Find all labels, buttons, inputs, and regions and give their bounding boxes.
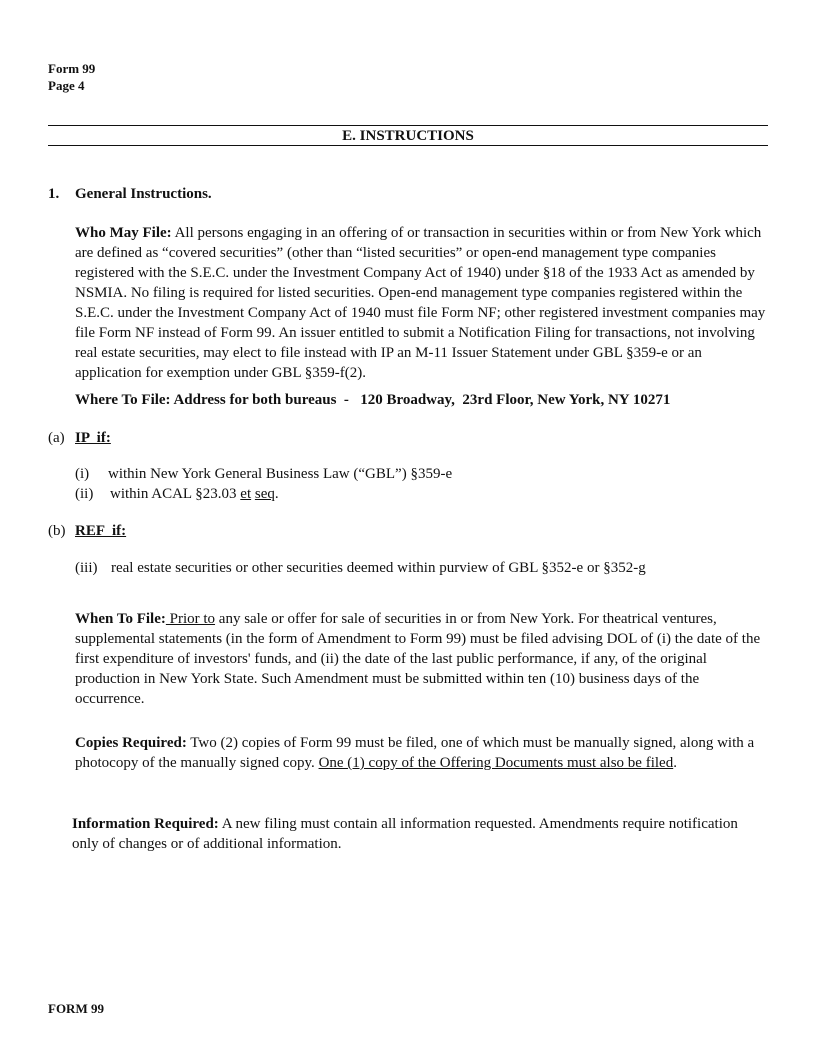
- information-required-paragraph: [72, 814, 752, 854]
- copies-required-paragraph: [75, 733, 767, 773]
- general-number: 1.: [48, 186, 60, 202]
- bottom-rule: [48, 145, 768, 146]
- et-text: et: [240, 486, 252, 502]
- who-may-file-label: Who May File:: [75, 225, 172, 241]
- ip-item-2-post: .: [274, 486, 279, 502]
- form-label: Form 99: [48, 61, 96, 76]
- ip-marker: (a): [48, 430, 65, 446]
- ip-item-1-text: within New York General Business Law (“GBL”) §359-e: [108, 466, 453, 482]
- top-rule: [48, 125, 768, 126]
- ip-item-2-pre: within ACAL §23.03: [110, 486, 241, 502]
- ref-item-text: real estate securities or other securities deemed within purview of GBL §352-e or §352-g: [111, 560, 646, 576]
- where-to-file-label: Where To File: Address for both bureaus -: [75, 392, 349, 408]
- when-to-file-label: When To File:: [75, 611, 166, 627]
- section-title: E. INSTRUCTIONS: [342, 128, 474, 144]
- when-to-file-text: any sale or offer for sale of securities in or from New York. For theatrical ventures, supplemental statements (in the form of Amendment to Form 99) must be filed advising DOL of (i) the date of the first expenditure of investors' funds, and (ii) the date of the last public performance, if any, of the original production in New York State. Such Amendment must be submitted within ten (10) business days of the occurrence.: [75, 611, 761, 707]
- information-required-label: Information Required:: [72, 816, 219, 832]
- ip-item-2-num: (ii): [75, 486, 94, 502]
- who-may-file-text: All persons engaging in an offering of or transaction in securities within or from New York which are defined as “covered securities” (other than “listed securities” or open-end management type companies registered with the S.E.C. under the Investment Company Act of 1940) under §18 of the 1933 Act as amended by NSMIA. No filing is required for listed securities. Open-end management type companies registered within the S.E.C. under the Investment Company Act of 1940 must file Form NF; other registered investment companies may file Form NF instead of Form 99. An issuer entitled to submit a Notification Filing for transactions, not involving real estate securities, may elect to file instead with IP an M-11 Issuer Statement under GBL §359-e or an application for exemption under GBL §359-f(2).: [75, 225, 766, 381]
- ip-label: IP if:: [75, 430, 111, 446]
- copies-required-underlined: One (1) copy of the Offering Documents must also be filed: [318, 755, 674, 771]
- when-to-file-paragraph: [75, 609, 767, 709]
- ref-marker: (b): [48, 523, 66, 539]
- general-title: General Instructions.: [75, 186, 212, 202]
- copies-required-label: Copies Required:: [75, 735, 187, 751]
- copies-required-text: Two (2) copies of Form 99 must be filed, one of which must be manually signed, along with a photocopy of the manually signed copy.: [75, 735, 755, 771]
- where-to-file-address: 120 Broadway, 23rd Floor, New York, NY 10271: [360, 392, 671, 408]
- copies-required-end: .: [673, 755, 677, 771]
- ref-label: REF if:: [75, 523, 127, 539]
- ref-item-num: (iii): [75, 560, 98, 576]
- who-may-file-paragraph: [75, 223, 767, 383]
- information-required-text: A new filing must contain all information requested. Amendments require notification only of changes or of additional information.: [72, 816, 738, 852]
- page-label: Page 4: [48, 78, 85, 93]
- ip-item-1-num: (i): [75, 466, 90, 482]
- where-to-file-line: [75, 390, 670, 410]
- footer-form-label: FORM 99: [48, 1001, 104, 1016]
- ip-item-2-text: [110, 484, 279, 504]
- prior-to-text: Prior to: [165, 611, 216, 627]
- seq-text: seq: [254, 486, 275, 502]
